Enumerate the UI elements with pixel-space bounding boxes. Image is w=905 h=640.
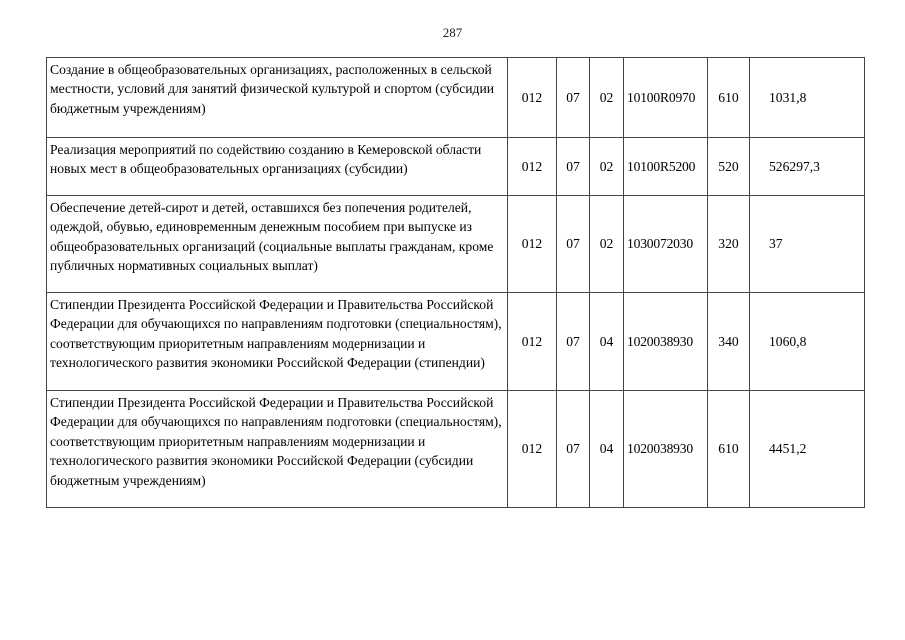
amount: 1060,8 [750, 293, 865, 391]
table-row [47, 391, 865, 508]
table-row [47, 196, 865, 293]
table-row [47, 58, 865, 138]
section-code: 07 [557, 58, 590, 138]
subsection-code: 02 [590, 196, 624, 293]
target-article-code: 1020038930 [624, 391, 708, 508]
section-code: 07 [557, 293, 590, 391]
ministry-code: 012 [508, 138, 557, 196]
expense-type-code: 610 [708, 58, 750, 138]
expense-type-code: 340 [708, 293, 750, 391]
section-code: 07 [557, 391, 590, 508]
row-description: Реализация мероприятий по содействию созданию в Кемеровской области новых мест в общеобразовательных организациях (субсидии) [47, 138, 508, 196]
row-description: Стипендии Президента Российской Федерации и Правительства Российской Федерации для обучающихся по направлениям подготовки (специальностям), соответствующим приоритетным направлениям модернизации и технологического развития экономики Российской Федерации (субсидии бюджетным учреждениям) [47, 391, 508, 508]
target-article-code: 10100R0970 [624, 58, 708, 138]
amount: 526297,3 [750, 138, 865, 196]
subsection-code: 04 [590, 293, 624, 391]
ministry-code: 012 [508, 196, 557, 293]
ministry-code: 012 [508, 293, 557, 391]
subsection-code: 04 [590, 391, 624, 508]
ministry-code: 012 [508, 58, 557, 138]
expense-type-code: 320 [708, 196, 750, 293]
section-code: 07 [557, 138, 590, 196]
target-article-code: 1020038930 [624, 293, 708, 391]
amount: 1031,8 [750, 58, 865, 138]
target-article-code: 10100R5200 [624, 138, 708, 196]
ministry-code: 012 [508, 391, 557, 508]
table-row [47, 293, 865, 391]
row-description: Обеспечение детей-сирот и детей, оставшихся без попечения родителей, одеждой, обувью, единовременным денежным пособием при выпуске из общеобразовательных организаций (социальные выплаты гражданам, кроме публичных нормативных социальных выплат) [47, 196, 508, 293]
expense-type-code: 520 [708, 138, 750, 196]
budget-table [46, 57, 865, 508]
amount: 4451,2 [750, 391, 865, 508]
target-article-code: 1030072030 [624, 196, 708, 293]
amount: 37 [750, 196, 865, 293]
table-row [47, 138, 865, 196]
row-description: Создание в общеобразовательных организациях, расположенных в сельской местности, условий для занятий физической культурой и спортом (субсидии бюджетным учреждениям) [47, 58, 508, 138]
subsection-code: 02 [590, 138, 624, 196]
subsection-code: 02 [590, 58, 624, 138]
section-code: 07 [557, 196, 590, 293]
page-number: 287 [442, 25, 463, 40]
expense-type-code: 610 [708, 391, 750, 508]
row-description: Стипендии Президента Российской Федерации и Правительства Российской Федерации для обучающихся по направлениям подготовки (специальностям), соответствующим приоритетным направлениям модернизации и технологического развития экономики Российской Федерации (стипендии) [47, 293, 508, 391]
